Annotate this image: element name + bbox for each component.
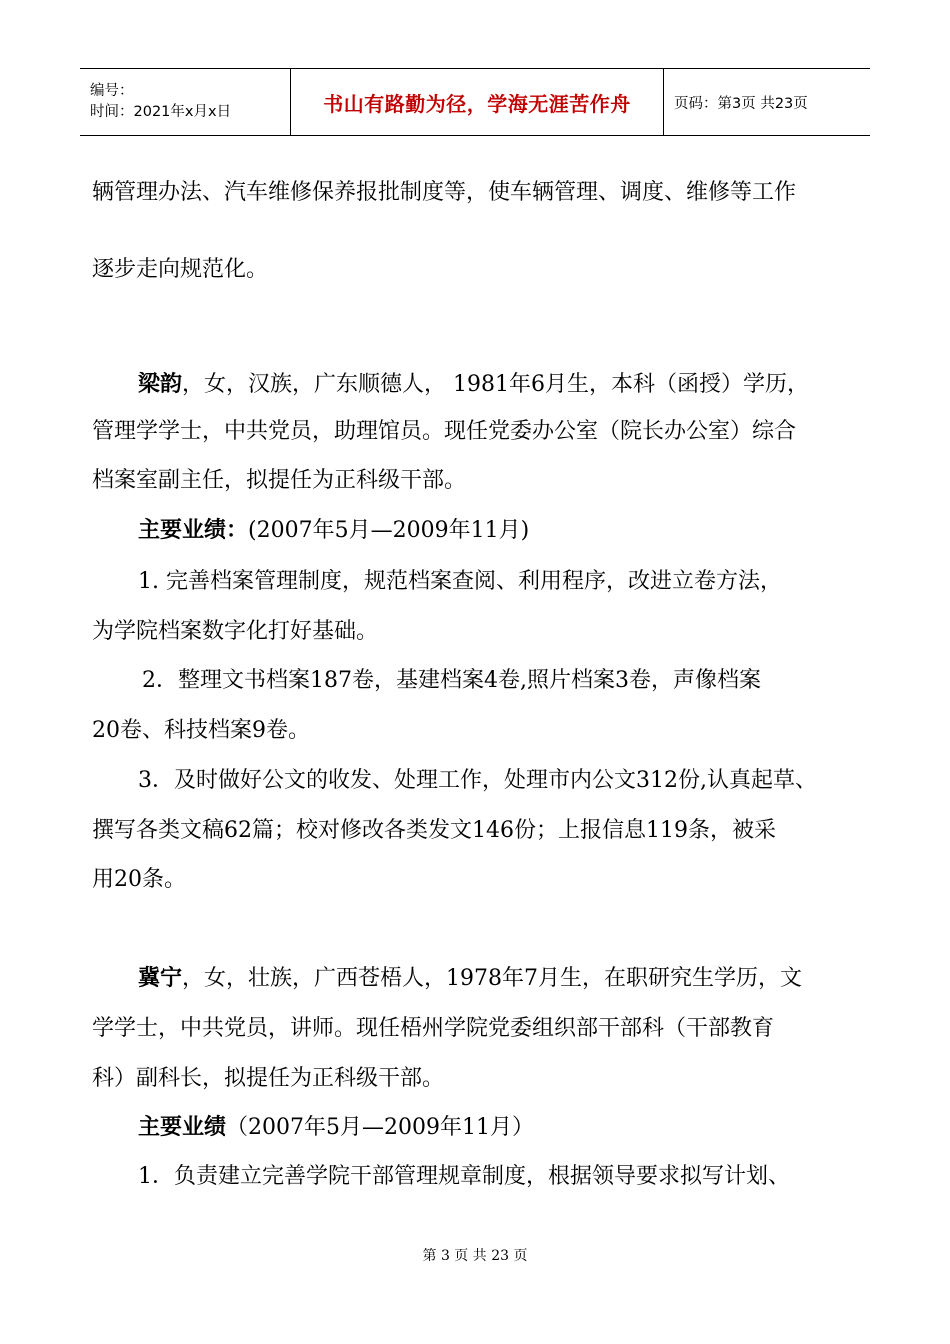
person1-item-1-line-1: 1. 完善档案管理制度，规范档案查阅、利用程序，改进立卷方法，: [138, 569, 782, 594]
person1-item-2-line-1: 2．整理文书档案187卷，基建档案4卷,照片档案3卷，声像档案: [142, 668, 761, 693]
person1-item-1-line-2: 为学院档案数字化打好基础。: [92, 619, 379, 644]
person1-achievements-heading: [138, 516, 529, 546]
person1-achievements-period: (2007年5月—2009年11月): [248, 518, 530, 543]
document-date: 时间：2021年x月x日: [90, 104, 232, 120]
header-motto: 书山有路勤为径，学海无涯苦作舟: [291, 69, 664, 136]
header-meta-cell: [80, 69, 291, 136]
page-footer: 第 3 页 共 23 页: [422, 1248, 528, 1264]
document-number-label: 编号：: [90, 83, 134, 99]
document-header: [80, 68, 870, 136]
person1-item-3-line-1: 3．及时做好公文的收发、处理工作，处理市内公文312份,认真起草、: [138, 768, 817, 793]
person1-line-1-text: ，女，汉族，广东顺德人， 1981年6月生，本科（函授）学历，: [182, 372, 809, 397]
intro-line-1: 辆管理办法、汽车维修保养报批制度等，使车辆管理、调度、维修等工作: [92, 180, 797, 205]
person2-line-3: 科）副科长，拟提任为正科级干部。: [92, 1066, 445, 1091]
person1-line-1: [138, 370, 809, 400]
person2-line-1-text: ，女，壮族，广西苍梧人，1978年7月生，在职研究生学历，文: [182, 966, 803, 991]
person2-achievements-period: （2007年5月—2009年11月）: [226, 1115, 534, 1140]
person2-name: 冀宁: [138, 966, 183, 991]
person1-line-3: 档案室副主任，拟提任为正科级干部。: [92, 468, 467, 493]
person1-item-3-line-2: 撰写各类文稿62篇；校对修改各类发文146份；上报信息119条，被采: [92, 818, 776, 843]
person2-line-2: 学学士，中共党员，讲师。现任梧州学院党委组织部干部科（干部教育: [92, 1016, 775, 1041]
person1-line-2: 管理学学士，中共党员，助理馆员。现任党委办公室（院长办公室）综合: [92, 419, 797, 444]
person1-item-2-line-2: 20卷、科技档案9卷。: [92, 718, 310, 743]
person2-item-1-line-1: 1．负责建立完善学院干部管理规章制度，根据领导要求拟写计划、: [138, 1164, 790, 1189]
person2-line-1: [138, 964, 802, 994]
person1-name: 梁韵: [138, 372, 183, 397]
person2-achievements-heading: [138, 1113, 534, 1143]
header-page-info: 页码：第3页 共23页: [664, 69, 871, 136]
person1-item-3-line-3: 用20条。: [92, 867, 186, 892]
person2-achievements-label: 主要业绩: [138, 1115, 227, 1140]
intro-line-2: 逐步走向规范化。: [92, 257, 269, 282]
person1-achievements-label: 主要业绩：: [138, 518, 249, 543]
